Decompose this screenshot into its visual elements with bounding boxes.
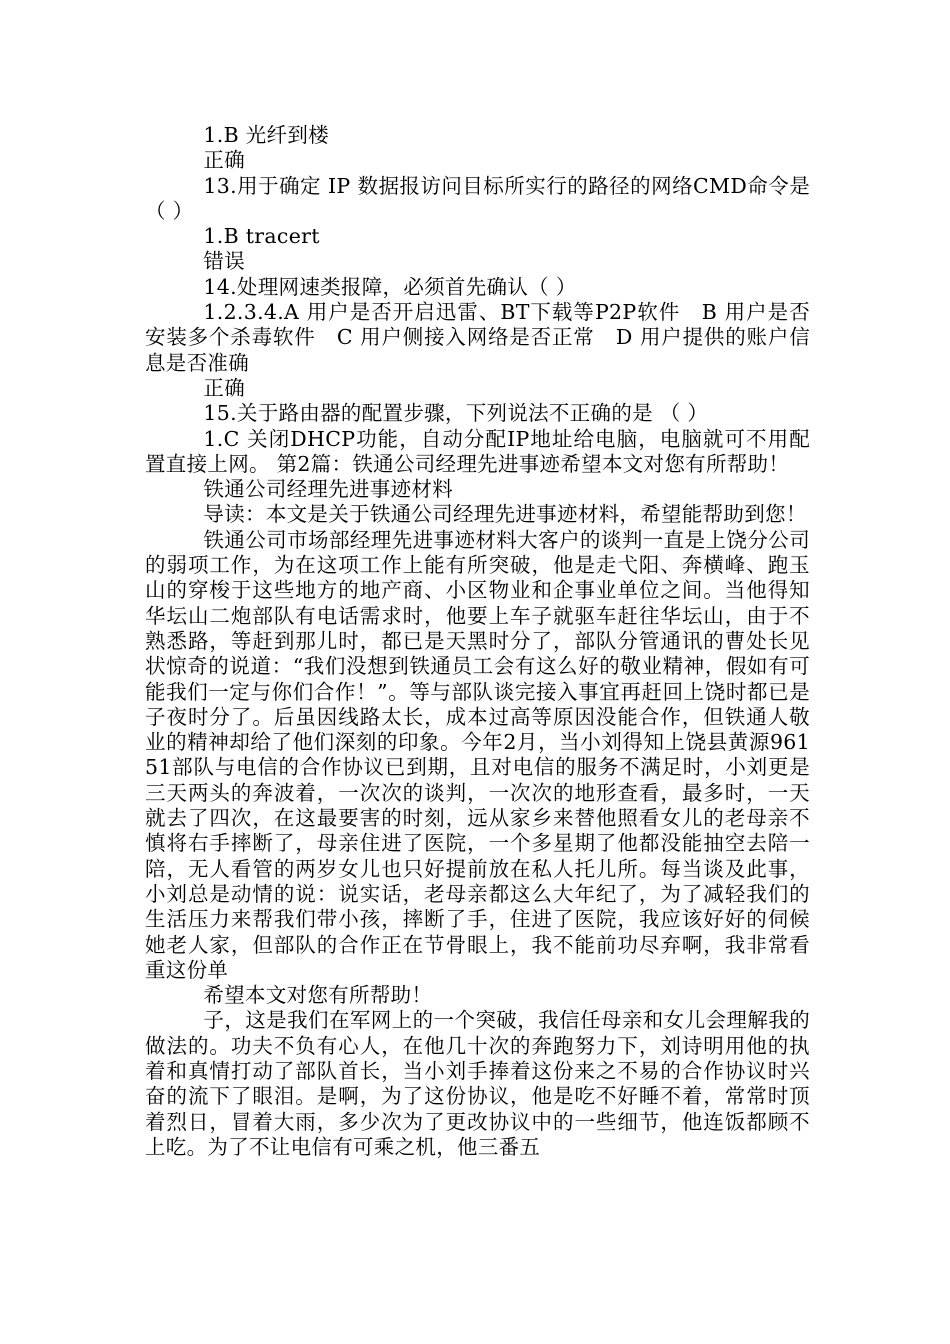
article-note: 希望本文对您有所帮助！ (203, 983, 433, 1008)
document-page (145, 123, 810, 1160)
question-15: 15.关于路由器的配置步骤，下列说法不正确的是 （ ） (203, 401, 709, 426)
answer-option: 1.B tracert (203, 224, 320, 249)
article-body-paragraph: 铁通公司市场部经理先进事迹材料大客户的谈判一直是上饶分公司的弱项工作，为在这项工作上能有所突破，他是走弋阳、奔横峰、跑玉山的穿梭于这些地方的地产商、小区物业和企事业单位之间。当他得知华坛山二炮部队有电话需求时，他要上车子就驱车赶往华坛山，由于不熟悉路，等赶到那儿时，都已是天黑时分了，部队分管通讯的曹处长见状惊奇的说道：“我们没想到铁通员工会有这么好的敬业精神，假如有可能我们一定与你们合作！”。等与部队谈完接入事宜再赶回上饶时都已是子夜时分了。后虽因线路太长，成本过高等原因没能合作，但铁通人敬业的精神却给了他们深刻的印象。今年2月，当小刘得知上饶县黄源96151部队与电信的合作协议已到期，且对电信的服务不满足时，小刘更是三天两头的奔波着，一次次的谈判，一次次的地形查看，最多时，一天就去了四次，在这最要害的时刻，远从家乡来替他照看女儿的老母亲不慎将右手摔断了，母亲住进了医院，一个多星期了他都没能抽空去陪一陪，无人看管的两岁女儿也只好提前放在私人托儿所。每当谈及此事，小刘总是动情的说：说实话，老母亲都这么大年纪了，为了减轻我们的生活压力来帮我们带小孩，摔断了手，住进了医院，我应该好好的伺候她老人家，但部队的合作正在节骨眼上，我不能前功尽弃啊，我非常看重这份单 (145, 527, 810, 982)
question-14: 14.处理网速类报障，必须首先确认（ ） (203, 274, 577, 299)
article-body-paragraph: 子，这是我们在军网上的一个突破，我信任母亲和女儿会理解我的做法的。功夫不负有心人，在他几十次的奔跑努力下，刘诗明用他的执着和真情打动了部队首长，当小刘手捧着这份来之不易的合作协议时兴奋的流下了眼泪。是啊，为了这份协议，他是吃不好睡不着，常常时顶着烈日，冒着大雨，多少次为了更改协议中的一些细节，他连饭都顾不上吃。为了不让电信有可乘之机，他三番五 (145, 1008, 810, 1159)
article-intro: 导读：本文是关于铁通公司经理先进事迹材料，希望能帮助到您！ (203, 502, 807, 527)
article-title: 铁通公司经理先进事迹材料 (203, 477, 454, 502)
question-13: 13.用于确定 IP 数据报访问目标所实行的路径的网络CMD命令是（ ） (145, 173, 810, 223)
answer-option: 1.B 光纤到楼 (203, 123, 329, 147)
answer-result: 正确 (203, 375, 246, 400)
answer-options: 1.2.3.4.A 用户是否开启迅雷、BT下载等P2P软件 B 用户是否安装多个杀毒软件 C 用户侧接入网络是否正常 D 用户提供的账户信息是否准确 (145, 300, 810, 375)
answer-result: 正确 (203, 148, 246, 173)
answer-result: 错误 (203, 249, 246, 274)
answer-option: 1.C 关闭DHCP功能，自动分配IP地址给电脑，电脑就可不用配置直接上网。 第2篇：铁通公司经理先进事迹希望本文对您有所帮助！ (145, 426, 810, 476)
